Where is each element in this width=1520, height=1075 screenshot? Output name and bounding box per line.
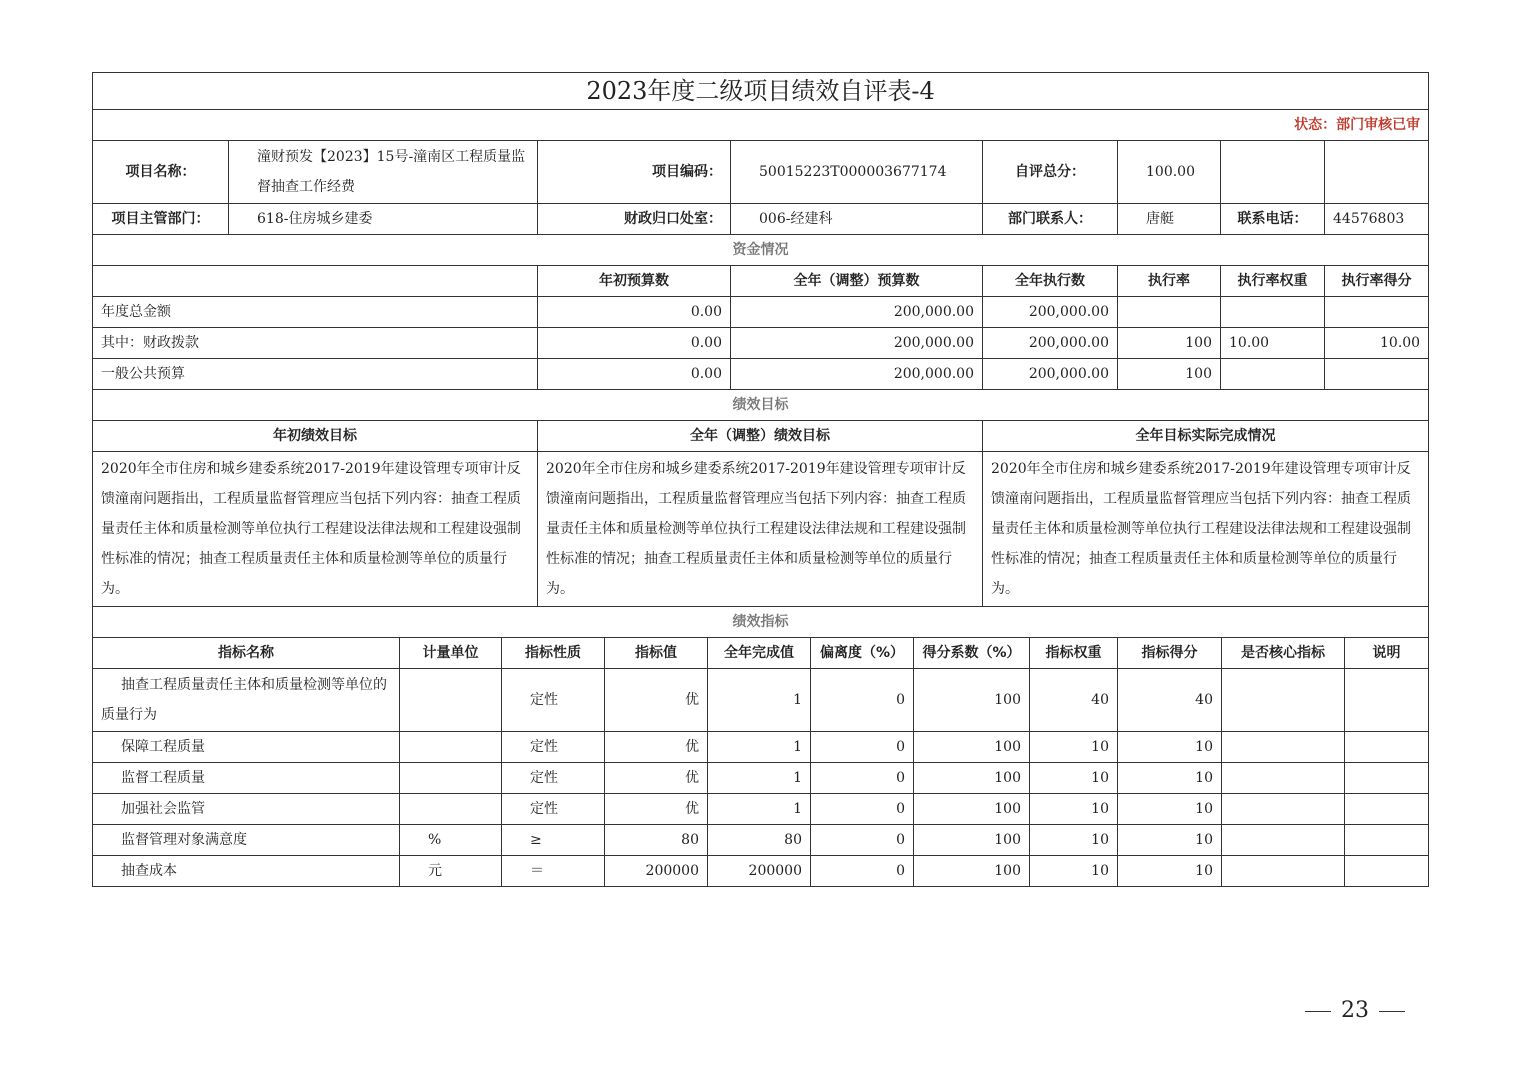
indicator-coef: 100 — [914, 763, 1030, 794]
funds-rate: 100 — [1118, 359, 1221, 390]
funds-header: 执行率权重 — [1221, 266, 1325, 297]
indicators-table — [92, 637, 1429, 887]
indicator-deviation: 0 — [811, 732, 914, 763]
indicator-done: 1 — [708, 794, 811, 825]
adjusted-goal-text: 2020年全市住房和城乡建委系统2017-2019年建设管理专项审计反馈潼南问题指出，工程质量监督管理应当包括下列内容：抽查工程质量责任主体和质量检测等单位执行工程建设法律法规和工程建设强制性标准的情况；抽查工程质量责任主体和质量检测等单位的质量行为。 — [538, 452, 983, 607]
indicator-row — [93, 732, 1429, 763]
indicator-unit — [400, 732, 502, 763]
funds-adjusted: 200,000.00 — [731, 297, 983, 328]
indicator-deviation: 0 — [811, 763, 914, 794]
phone-value: 44576803 — [1325, 204, 1429, 235]
indicator-weight: 10 — [1030, 763, 1118, 794]
indicator-header: 是否核心指标 — [1222, 638, 1345, 669]
indicator-name: 抽查工程质量责任主体和质量检测等单位的质量行为 — [93, 669, 400, 732]
funds-weight — [1221, 297, 1325, 328]
indicator-deviation: 0 — [811, 669, 914, 732]
indicator-coef: 100 — [914, 794, 1030, 825]
indicator-score: 40 — [1118, 669, 1222, 732]
indicator-name: 监督管理对象满意度 — [93, 825, 400, 856]
funds-rate: 100 — [1118, 328, 1221, 359]
indicator-header: 得分系数（%） — [914, 638, 1030, 669]
indicator-score: 10 — [1118, 856, 1222, 887]
funds-row-name: 其中：财政拨款 — [93, 328, 538, 359]
dept-label: 项目主管部门： — [93, 204, 229, 235]
indicator-done: 1 — [708, 669, 811, 732]
funds-rate — [1118, 297, 1221, 328]
funds-row-name: 年度总金额 — [93, 297, 538, 328]
indicator-weight: 10 — [1030, 732, 1118, 763]
dash-left — [1305, 1011, 1331, 1012]
funds-score: 10.00 — [1325, 328, 1429, 359]
project-name-value: 潼财预发【2023】15号-潼南区工程质量监督抽查工作经费 — [229, 141, 538, 204]
indicator-weight: 10 — [1030, 856, 1118, 887]
indicator-core — [1222, 763, 1345, 794]
funds-header: 全年（调整）预算数 — [731, 266, 983, 297]
indicator-note — [1345, 794, 1429, 825]
indicator-done: 1 — [708, 763, 811, 794]
indicator-row — [93, 856, 1429, 887]
phone-label: 联系电话： — [1221, 204, 1325, 235]
indicator-header: 指标权重 — [1030, 638, 1118, 669]
indicator-note — [1345, 763, 1429, 794]
indicator-header: 全年完成值 — [708, 638, 811, 669]
funds-section-title: 资金情况 — [93, 235, 1429, 266]
funds-row — [93, 297, 1429, 328]
empty-cell — [93, 266, 538, 297]
indicator-deviation: 0 — [811, 856, 914, 887]
indicator-score: 10 — [1118, 763, 1222, 794]
funds-header: 执行率得分 — [1325, 266, 1429, 297]
indicator-score: 10 — [1118, 825, 1222, 856]
finance-value: 006-经建科 — [731, 204, 983, 235]
goals-header: 全年（调整）绩效目标 — [538, 421, 983, 452]
indicator-core — [1222, 794, 1345, 825]
indicator-unit: % — [400, 825, 502, 856]
indicator-target: 优 — [605, 763, 708, 794]
funds-score — [1325, 359, 1429, 390]
indicator-unit — [400, 763, 502, 794]
indicator-nature: ≥ — [502, 825, 605, 856]
indicator-nature: ＝ — [502, 856, 605, 887]
evaluation-sheet — [92, 72, 1428, 887]
main-table — [92, 72, 1429, 421]
indicator-nature: 定性 — [502, 669, 605, 732]
funds-header: 执行率 — [1118, 266, 1221, 297]
indicator-note — [1345, 669, 1429, 732]
funds-row — [93, 359, 1429, 390]
funds-score — [1325, 297, 1429, 328]
page-number-value: 23 — [1341, 998, 1369, 1023]
empty-cell — [1221, 141, 1325, 204]
indicator-done: 80 — [708, 825, 811, 856]
funds-header: 全年执行数 — [983, 266, 1118, 297]
indicator-header: 说明 — [1345, 638, 1429, 669]
indicator-name: 监督工程质量 — [93, 763, 400, 794]
indicator-weight: 10 — [1030, 825, 1118, 856]
funds-executed: 200,000.00 — [983, 359, 1118, 390]
project-code-label: 项目编码： — [538, 141, 731, 204]
funds-adjusted: 200,000.00 — [731, 359, 983, 390]
indicator-header: 指标名称 — [93, 638, 400, 669]
funds-row — [93, 328, 1429, 359]
funds-initial: 0.00 — [538, 328, 731, 359]
indicator-coef: 100 — [914, 732, 1030, 763]
goals-header: 年初绩效目标 — [93, 421, 538, 452]
indicator-core — [1222, 825, 1345, 856]
indicator-target: 优 — [605, 732, 708, 763]
indicator-header: 计量单位 — [400, 638, 502, 669]
indicator-row — [93, 763, 1429, 794]
indicator-core — [1222, 669, 1345, 732]
indicator-score: 10 — [1118, 794, 1222, 825]
goals-section-title: 绩效目标 — [93, 390, 1429, 421]
funds-executed: 200,000.00 — [983, 297, 1118, 328]
funds-adjusted: 200,000.00 — [731, 328, 983, 359]
indicator-unit — [400, 669, 502, 732]
dash-right — [1379, 1011, 1405, 1012]
indicator-note — [1345, 856, 1429, 887]
indicator-name: 加强社会监管 — [93, 794, 400, 825]
indicator-target: 200000 — [605, 856, 708, 887]
funds-row-name: 一般公共预算 — [93, 359, 538, 390]
indicators-section-title: 绩效指标 — [93, 607, 1429, 638]
goals-header: 全年目标实际完成情况 — [983, 421, 1429, 452]
indicator-done: 1 — [708, 732, 811, 763]
status-badge: 状态：部门审核已审 — [93, 110, 1429, 141]
indicator-coef: 100 — [914, 856, 1030, 887]
funds-initial: 0.00 — [538, 297, 731, 328]
goals-table — [92, 420, 1429, 638]
funds-weight: 10.00 — [1221, 328, 1325, 359]
score-label: 自评总分： — [983, 141, 1118, 204]
indicator-note — [1345, 732, 1429, 763]
page-title: 2023年度二级项目绩效自评表-4 — [93, 73, 1429, 110]
indicator-weight: 10 — [1030, 794, 1118, 825]
contact-value: 唐艇 — [1118, 204, 1221, 235]
indicator-nature: 定性 — [502, 732, 605, 763]
indicator-nature: 定性 — [502, 794, 605, 825]
initial-goal-text: 2020年全市住房和城乡建委系统2017-2019年建设管理专项审计反馈潼南问题指出，工程质量监督管理应当包括下列内容：抽查工程质量责任主体和质量检测等单位执行工程建设法律法规和工程建设强制性标准的情况；抽查工程质量责任主体和质量检测等单位的质量行为。 — [93, 452, 538, 607]
indicator-target: 80 — [605, 825, 708, 856]
finance-label: 财政归口处室： — [538, 204, 731, 235]
actual-goal-text: 2020年全市住房和城乡建委系统2017-2019年建设管理专项审计反馈潼南问题指出，工程质量监督管理应当包括下列内容：抽查工程质量责任主体和质量检测等单位执行工程建设法律法规和工程建设强制性标准的情况；抽查工程质量责任主体和质量检测等单位的质量行为。 — [983, 452, 1429, 607]
indicator-weight: 40 — [1030, 669, 1118, 732]
indicator-done: 200000 — [708, 856, 811, 887]
indicator-target: 优 — [605, 669, 708, 732]
funds-executed: 200,000.00 — [983, 328, 1118, 359]
indicator-unit: 元 — [400, 856, 502, 887]
indicator-unit — [400, 794, 502, 825]
indicator-score: 10 — [1118, 732, 1222, 763]
indicator-header: 指标得分 — [1118, 638, 1222, 669]
indicator-row — [93, 669, 1429, 732]
empty-cell — [1325, 141, 1429, 204]
indicator-coef: 100 — [914, 669, 1030, 732]
indicator-name: 保障工程质量 — [93, 732, 400, 763]
project-name-label: 项目名称： — [93, 141, 229, 204]
indicator-core — [1222, 732, 1345, 763]
indicator-name: 抽查成本 — [93, 856, 400, 887]
indicator-header: 指标性质 — [502, 638, 605, 669]
indicator-target: 优 — [605, 794, 708, 825]
dept-value: 618-住房城乡建委 — [229, 204, 538, 235]
indicator-header: 指标值 — [605, 638, 708, 669]
indicator-row — [93, 794, 1429, 825]
funds-header: 年初预算数 — [538, 266, 731, 297]
indicator-coef: 100 — [914, 825, 1030, 856]
funds-weight — [1221, 359, 1325, 390]
indicator-row — [93, 825, 1429, 856]
contact-label: 部门联系人： — [983, 204, 1118, 235]
funds-initial: 0.00 — [538, 359, 731, 390]
project-code-value: 50015223T000003677174 — [731, 141, 983, 204]
indicator-header: 偏离度（%） — [811, 638, 914, 669]
indicator-core — [1222, 856, 1345, 887]
indicator-nature: 定性 — [502, 763, 605, 794]
score-value: 100.00 — [1118, 141, 1221, 204]
indicator-note — [1345, 825, 1429, 856]
indicator-deviation: 0 — [811, 794, 914, 825]
indicator-deviation: 0 — [811, 825, 914, 856]
page-number — [1295, 998, 1415, 1023]
